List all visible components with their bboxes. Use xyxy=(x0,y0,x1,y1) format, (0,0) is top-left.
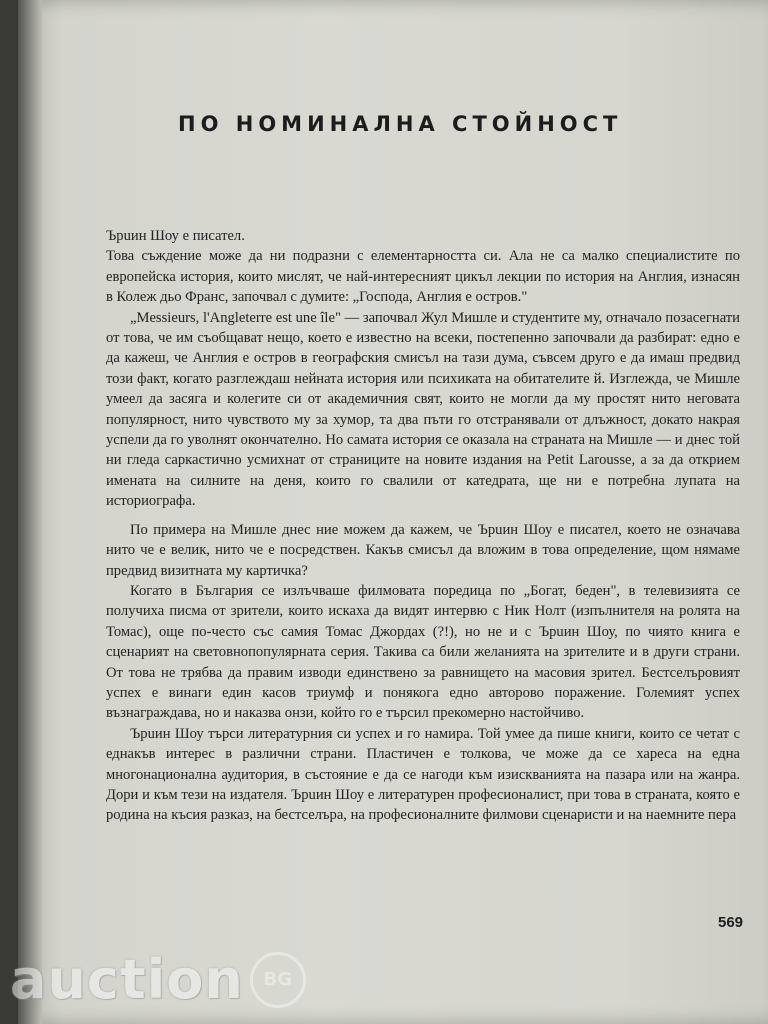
paragraph-1: Ърuин Шоу е писател. xyxy=(106,228,245,244)
watermark-badge: BG xyxy=(250,952,306,1008)
page-gutter xyxy=(18,0,42,1024)
paragraph-5: Когато в България се излъчваше филмовата поредица по „Богат, беден", в телевизията се получиха писма от зрители, които искаха да видят интервю с Ник Нолт (изпълнителя на ролята на Томас), още по-често със самия Томас Джордах (?!), но не и с Ърuин Шоу, по чиято книга е сценарият на световнопопулярната серия. Такива са били желанията на зрителите и в други страни. От това не трябва да правим изводи единствено за равнището на масовия зрител. Бестселъровият успех е винаги един касов триумф и понякога едно авторово поражение. Големият успех възнаграждава, но и наказва онзи, който го е търсил прекомерно настойчиво. xyxy=(106,582,740,722)
page-title: ПО НОМИНАЛНА СТОЙНОСТ xyxy=(178,112,623,136)
paragraph-3: „Messieurs, l'Angleterre est une île" — започвал Жул Мишле и студентите му, отначало позасегнати от това, че им съобщават нещо, което е известно на всеки, постепенно започвали да разбират: едно е да кажеш, че Англия е остров в географския смисъл на тази дума, съвсем друго е да имаш предвид този факт, когато разглеждаш нейната история или психиката на обитателите й. Изглежда, че Мишле умеел да засяга и колегите си от академичния свят, които не могли да му простят нито неговата популярност, нито чувството му за хумор, та два пъти го отстранявали от длъжност, докато накрая успели да го уволнят окончателно. Но самата история се оказала на страната на Мишле — и днес той ни гледа саркастично усмихнат от страниците на новите издания на Petit Larousse, а за да открием имената на силните на деня, които го свалили от катедрата, ще ни е потребна лупата на историографа. xyxy=(106,309,740,510)
book-page xyxy=(18,0,768,1024)
auction-watermark xyxy=(10,948,306,1011)
paragraph-2: Това съждение може да ни подразни с елементарността си. Ала не са малко специалистите по европейска история, които мислят, че най-интересният цикъл лекции по история на Англия, изнасян в Колеж дьо Франс, започвал с думите: „Господа, Англия е остров." xyxy=(106,248,740,306)
article-body xyxy=(106,226,740,826)
paragraph-4: По примера на Мишле днес ние можем да кажем, че Ърuин Шоу е писател, което не означава нито че е велик, нито че е посредствен. Какъв смисъл да вложим в това определение, щом нямаме предвид визитната му картичка? xyxy=(106,521,740,579)
paragraph-6: Ърuин Шоу търси литературния си успех и го намира. Той умее да пише книги, които се четат с еднакъв интерес в различни страни. Пластичен е толкова, че може да се хареса на една многонационална аудитория, в състояние е да се нагоди към изискванията на пазара или на жанра. Дори и към тези на издателя. Ърuин Шоу е литературен професионалист, при това в страната, която е родина на късия разказ, на бестселъра, на професионалните филмови сценаристи и на наемните пера xyxy=(106,725,740,824)
watermark-text: auction xyxy=(10,948,244,1011)
page-number: 569 xyxy=(718,914,744,931)
